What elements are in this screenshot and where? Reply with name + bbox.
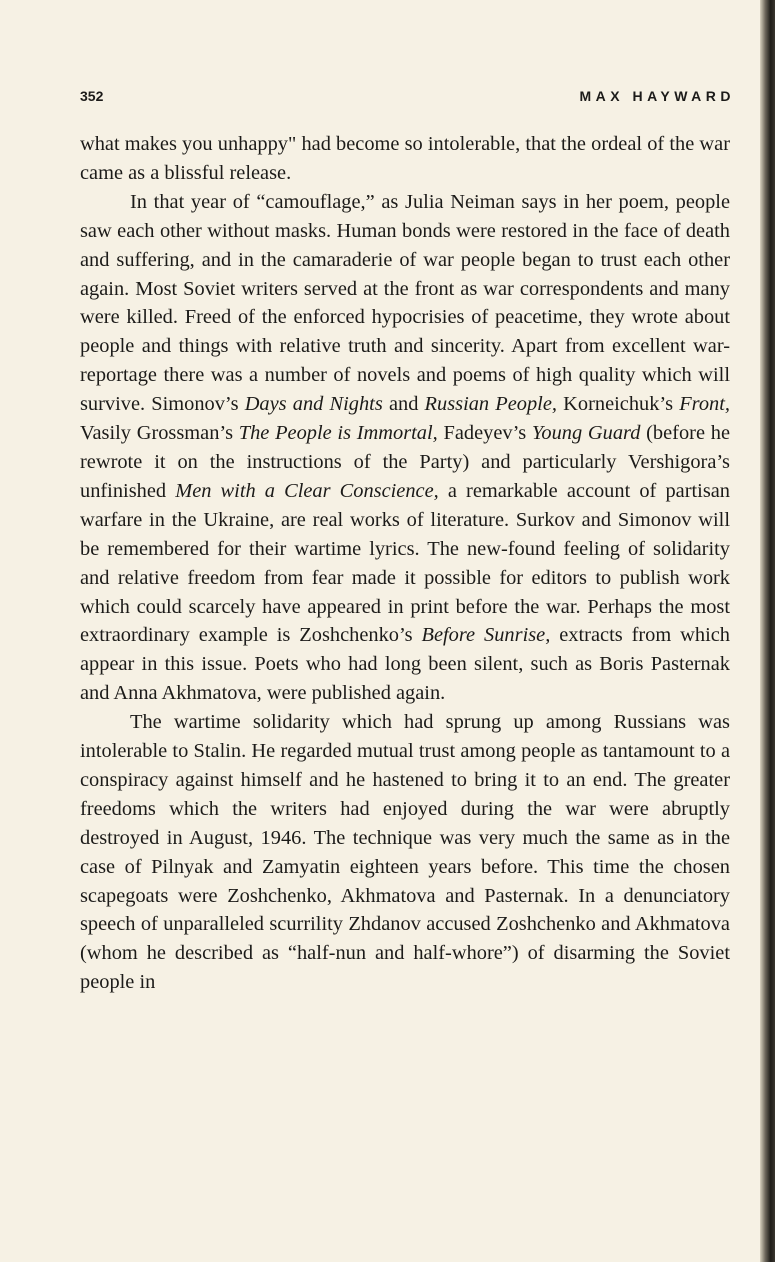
title-days-and-nights: Days and Nights <box>244 393 383 416</box>
running-title: MAX HAYWARD <box>579 88 735 104</box>
paragraph-2-text-7: a remarkable account of partisan warfare in the Ukraine, are real works of literature. Surkov and Simonov will be remembered for their wartime lyrics. The new-found feeling of solidarity and relative freedom from fear made it possible for editors to publish work which could scarcely have appeared in print before the war. Perhaps the most extraordinary example is Zoshchenko’s <box>80 479 730 647</box>
paragraph-2 <box>80 188 730 708</box>
paragraph-3: The wartime solidarity which had sprung up among Russians was intolerable to Stalin. He regarded mutual trust among people as tantamount to a conspiracy against himself and he hastened to bring it to an end. The greater freedoms which the writers had enjoyed during the war were abruptly destroyed in August, 1946. The technique was very much the same as in the case of Pilnyak and Zamyatin eighteen years before. This time the chosen scapegoats were Zoshchenko, Akhmatova and Pasternak. In a denunciatory speech of unparalleled scurrility Zhdanov accused Zoshchenko and Akhmatova (whom he described as “half-nun and half-whore”) of disarming the Soviet people in <box>80 711 730 994</box>
title-russian-people: Russian People, <box>424 393 557 416</box>
body-text <box>80 130 730 997</box>
paragraph-1: what makes you unhappy" had become so intolerable, that the ordeal of the war came as a blissful release. <box>80 133 730 184</box>
paragraph-2-text-3: Korneichuk’s <box>557 393 680 416</box>
paragraph-2-text-8: extracts from which appear in this issue. Poets who had long been silent, such as Boris Pasternak and Anna Akhmatova, were published again. <box>80 624 731 705</box>
paragraph-2-text-5: Fadeyev’s <box>437 422 532 445</box>
paragraph-2-text-4: Vasily Grossman’s <box>80 422 239 445</box>
paragraph-2-text-2: and <box>382 393 425 416</box>
title-the-people-is-immortal: The People is Immortal, <box>238 422 438 445</box>
paragraph-2-text-6: (before he rewrote it on the instructions of the Party) and particularly Vershigora’s unfinished <box>80 422 730 502</box>
book-spine-shadow <box>760 0 775 1262</box>
paragraph-2-text-1: In that year of “camouflage,” as Julia Neiman says in her poem, people saw each other without masks. Human bonds were restored in the face of death and suffering, and in the camaraderie of war people began to trust each other again. Most Soviet writers served at the front as war correspondents and many were killed. Freed of the enforced hypocrisies of peacetime, they wrote about people and things with relative truth and sincerity. Apart from excellent war-reportage there was a number of novels and poems of high quality which will survive. Simonov’s <box>80 190 730 416</box>
title-front: Front, <box>679 393 730 416</box>
title-men-with-a-clear-conscience: Men with a Clear Conscience, <box>175 479 439 502</box>
title-young-guard: Young Guard <box>531 422 641 445</box>
title-before-sunrise: Before Sunrise, <box>421 624 551 647</box>
running-head <box>80 86 735 110</box>
page-number: 352 <box>80 88 104 104</box>
